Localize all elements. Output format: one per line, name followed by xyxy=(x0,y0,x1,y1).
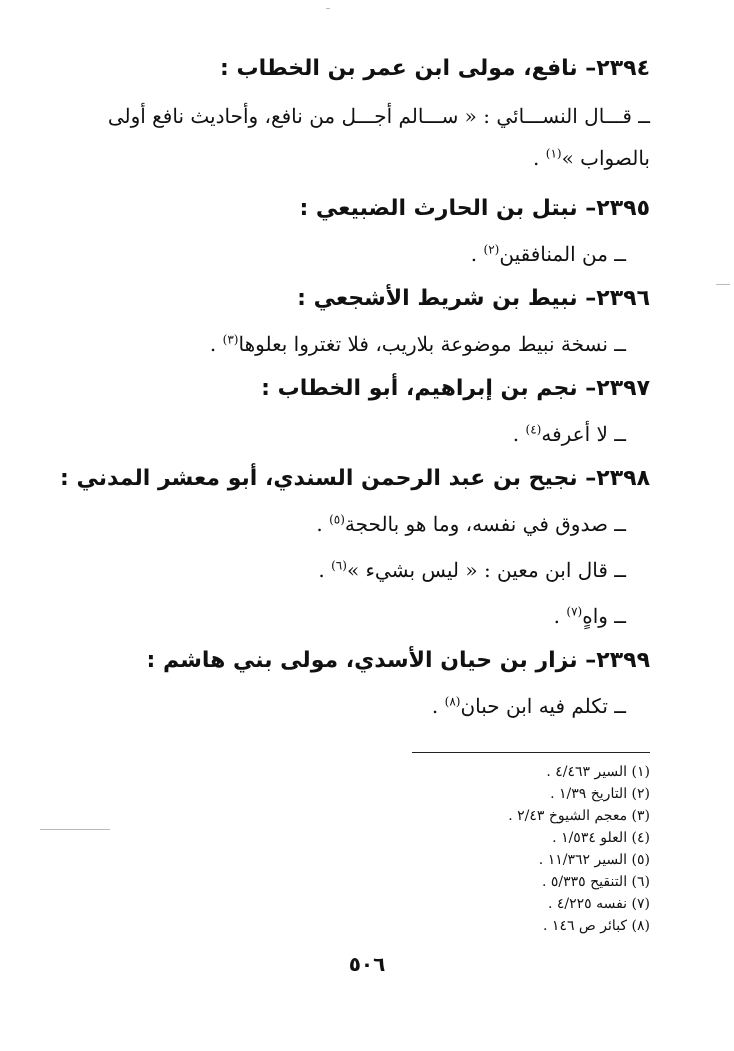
line-text: ــ تكلم فيه ابن حبان xyxy=(460,694,626,718)
line-tail: . xyxy=(431,694,445,718)
entry-heading: ٢٣٩٩– نزار بن حيان الأسدي، مولى بني هاشم : xyxy=(146,648,650,673)
footnote-ref: (٣) xyxy=(222,332,239,347)
footnote: (١) السير ٤/٤٦٣ . xyxy=(546,764,650,780)
entry-heading: ٢٣٩٧– نجم بن إبراهيم، أبو الخطاب : xyxy=(261,376,650,401)
footnote: (٧) نفسه ٤/٢٢٥ . xyxy=(547,896,650,912)
line-text: ــ صدوق في نفسه، وما هو بالحجة xyxy=(344,512,626,536)
footnote-ref: (٤) xyxy=(525,422,542,437)
scan-mark xyxy=(326,8,330,9)
line-tail: . xyxy=(512,422,526,446)
footnote: (٣) معجم الشيوخ ٢/٤٣ . xyxy=(508,808,650,824)
footnote-ref: (٨) xyxy=(444,694,461,709)
entry-line xyxy=(533,146,650,170)
line-text: ــ من المنافقين xyxy=(499,242,626,266)
entry-line xyxy=(432,694,626,718)
entry-line xyxy=(318,558,626,582)
line-tail: . xyxy=(209,332,223,356)
entry-line xyxy=(210,332,626,356)
footnote: (٢) التاريخ ١/٣٩ . xyxy=(550,786,650,802)
footnote-ref: (٢) xyxy=(483,242,500,257)
page-number: ٥٠٦ xyxy=(348,952,386,976)
line-text: ــ واهٍ xyxy=(582,604,626,628)
line-tail: . xyxy=(470,242,484,266)
line-text: ــ لا أعرفه xyxy=(541,422,626,446)
entry-line xyxy=(471,242,626,266)
entry-line xyxy=(513,422,626,446)
entry-heading: ٢٣٩٥– نبتل بن الحارث الضبيعي : xyxy=(299,196,650,221)
entry-heading: ٢٣٩٤– نافع، مولى ابن عمر بن الخطاب : xyxy=(220,56,650,81)
footnote: (٤) العلو ١/٥٣٤ . xyxy=(552,830,650,846)
line-text: بالصواب » xyxy=(561,146,650,170)
entry-heading: ٢٣٩٨– نجيح بن عبد الرحمن السندي، أبو معشر المدني : xyxy=(60,466,650,491)
line-text: ــ قـــال النســـائي : « ســـالم أجـــل من نافع، وأحاديث نافع أولى xyxy=(107,104,650,128)
scan-mark xyxy=(40,829,110,830)
line-tail: . xyxy=(553,604,567,628)
line-tail: . xyxy=(318,558,332,582)
footnote: (٦) التنقيح ٥/٣٣٥ . xyxy=(541,874,650,890)
footnote-divider xyxy=(412,752,650,753)
line-text: ــ نسخة نبيط موضوعة بلاريب، فلا تغتروا بعلوها xyxy=(238,332,626,356)
entry-heading: ٢٣٩٦– نبيط بن شريط الأشجعي : xyxy=(297,286,650,311)
footnote: (٥) السير ١١/٣٦٢ . xyxy=(538,852,650,868)
footnote-ref: (٧) xyxy=(566,604,583,619)
footnote-ref: (١) xyxy=(545,146,562,161)
scan-mark xyxy=(716,284,730,285)
entry-line xyxy=(108,104,650,128)
footnote-ref: (٦) xyxy=(331,558,347,573)
line-tail: . xyxy=(316,512,330,536)
footnote-ref: (٥) xyxy=(329,512,345,527)
entry-line xyxy=(554,604,626,628)
line-text: ــ قال ابن معين : « ليس بشيء » xyxy=(346,558,626,582)
entry-line xyxy=(316,512,626,536)
line-tail: . xyxy=(533,146,546,170)
footnote: (٨) كبائر ص ١٤٦ . xyxy=(543,918,650,934)
